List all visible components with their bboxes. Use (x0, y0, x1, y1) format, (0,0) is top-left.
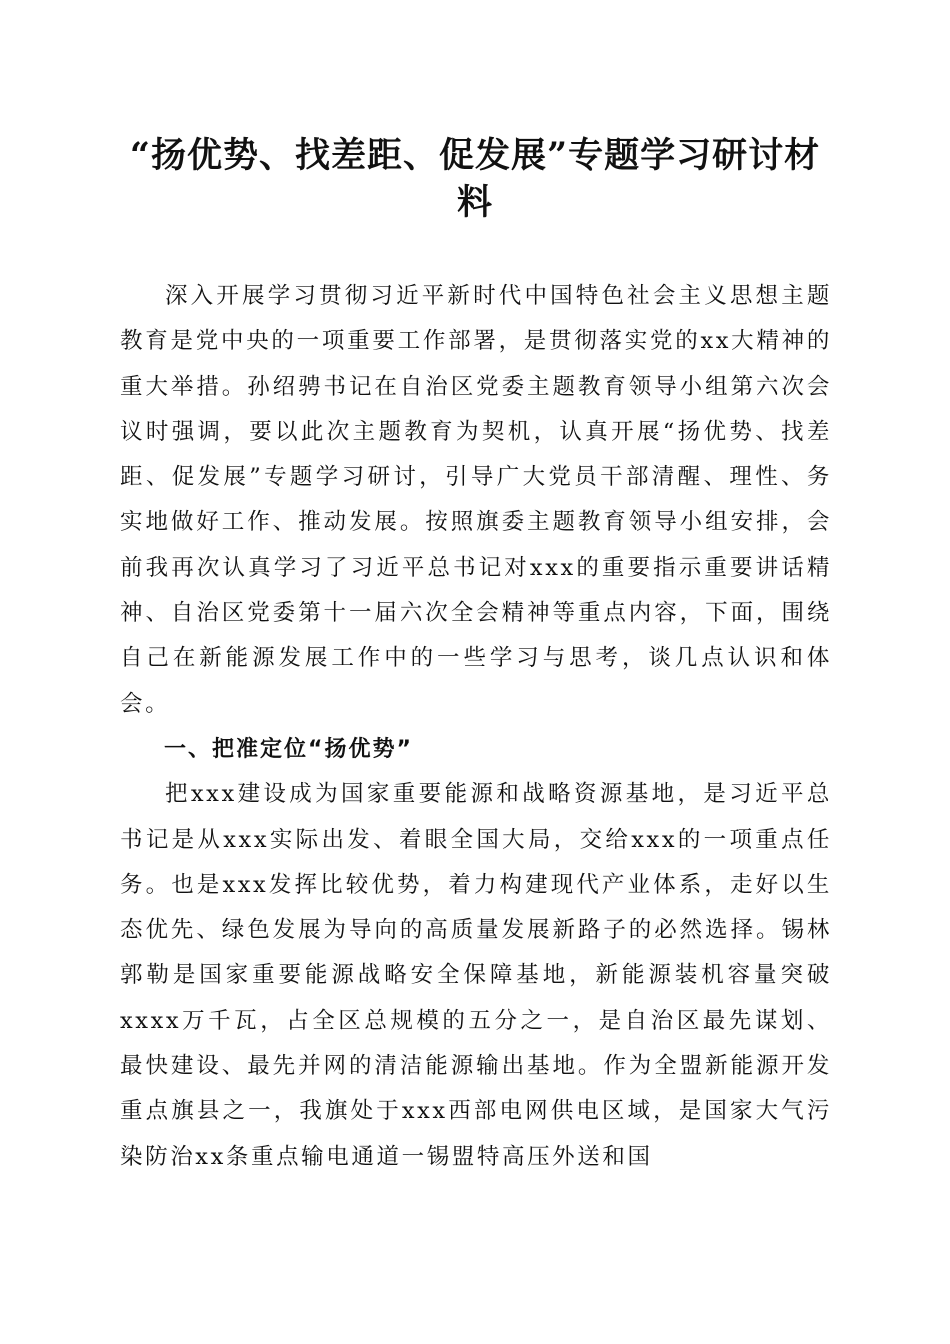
document-title: “扬优势、找差距、促发展”专题学习研讨材料 (129, 135, 821, 223)
document-body (120, 274, 832, 1180)
section-paragraph: 把xxx建设成为国家重要能源和战略资源基地，是习近平总书记是从xxx实际出发、着眼全国大局，交给xxx的一项重点任务。也是xxx发挥比较优势，着力构建现代产业体系，走好以生态优先、绿色发展为导向的高质量发展新路子的必然选择。锡林郭勒是国家重要能源战略安全保障基地，新能源装机容量突破xxxx万千瓦，占全区总规模的五分之一，是自治区最先谋划、最快建设、最先并网的清洁能源输出基地。作为全盟新能源开发重点旗县之一，我旗处于xxx西部电网供电区域，是国家大气污染防治xx条重点输电通道一锡盟特高压外送和国 (120, 781, 832, 1170)
section-heading: 一、把准定位“扬优势” (164, 736, 413, 762)
intro-paragraph: 深入开展学习贯彻习近平新时代中国特色社会主义思想主题教育是党中央的一项重要工作部署，是贯彻落实党的xx大精神的重大举措。孙绍骋书记在自治区党委主题教育领导小组第六次会议时强调，要以此次主题教育为契机，认真开展“扬优势、找差距、促发展”专题学习研讨，引导广大党员干部清醒、理性、务实地做好工作、推动发展。按照旗委主题教育领导小组安排，会前我再次认真学习了习近平总书记对xxx的重要指示重要讲话精神、自治区党委第十一届六次全会精神等重点内容，下面，围绕自己在新能源发展工作中的一些学习与思考，谈几点认识和体会。 (120, 283, 832, 717)
